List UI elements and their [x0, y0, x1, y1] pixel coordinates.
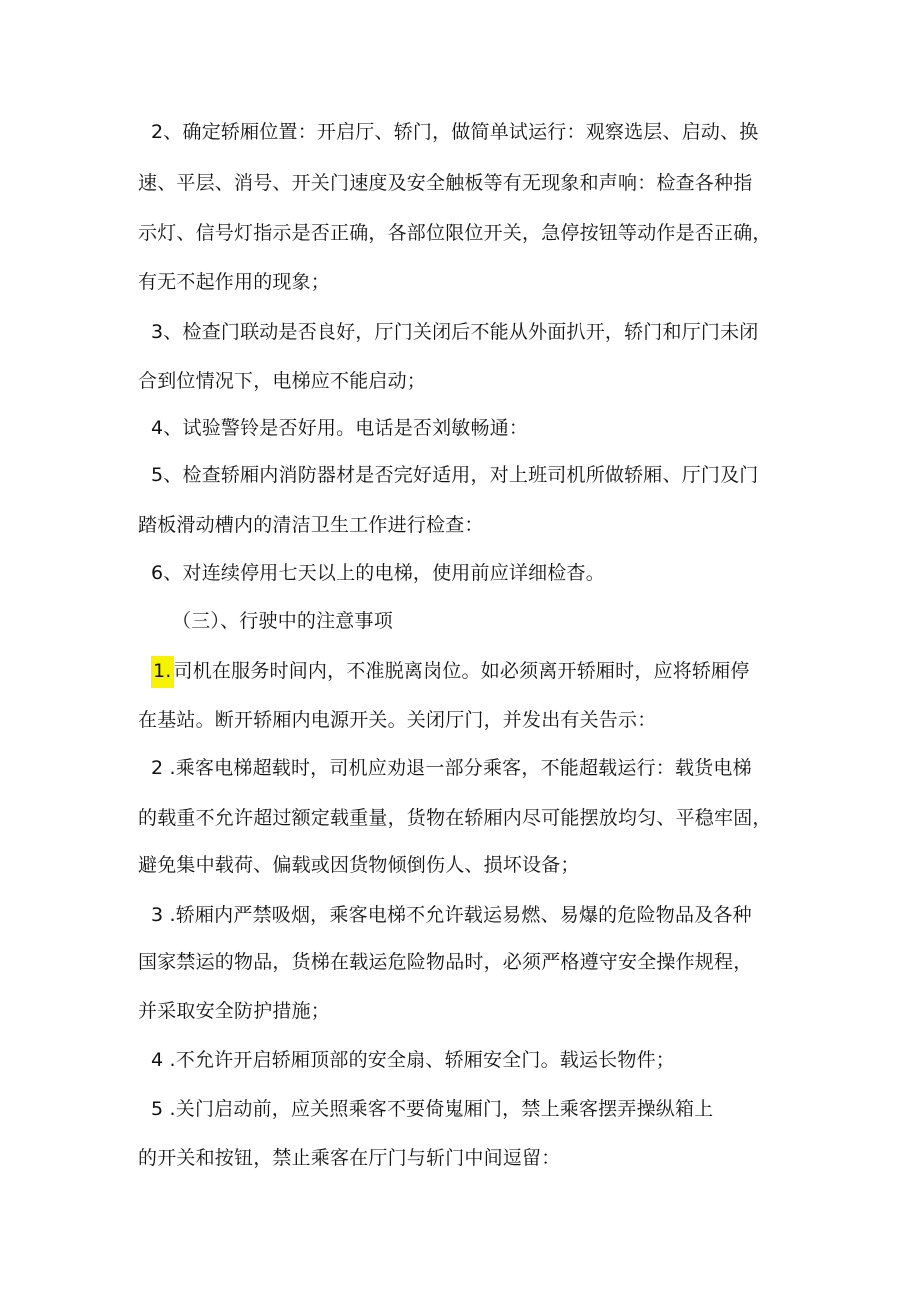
item-2-line-3: 示灯、信号灯指示是否正确，各部位限位开关，急停按钮等动作是否正确， — [138, 222, 772, 244]
section-heading: （三）、行驶中的注意事项 — [172, 610, 393, 632]
item-2b-line-3: 避免集中载荷、偏载或因货物倾倒伤人、损坏设备； — [138, 854, 580, 876]
item-1-line-2: 在基站。断开轿厢内电源开关。关闭厅门，并发出有关告示： — [138, 709, 657, 731]
highlighted-number: 1. — [151, 656, 174, 688]
item-3b-line-1: 3 .轿厢内严禁吸烟，乘客电梯不允许载运易燃、易爆的危险物品及各种 — [151, 904, 752, 926]
item-1-text: 司机在服务时间内，不准脱离岗位。如必须离开轿厢时，应将轿厢停 — [173, 660, 750, 682]
item-3b-line-2: 国家禁运的物品，货梯在载运危险物品时，必须严格遵守安全操作规程， — [138, 951, 753, 973]
item-4b-line-1: 4 .不允许开启轿厢顶部的安全扇、轿厢安全门。载运长物件； — [151, 1049, 675, 1071]
item-2b-line-1: 2 .乘客电梯超载时，司机应劝退一部分乘客，不能超载运行：载货电梯 — [151, 757, 752, 779]
item-3-line-1: 3、检查门联动是否良好，厅门关闭后不能从外面扒开，轿门和厅门未闭 — [151, 321, 759, 343]
item-1-line-1 — [151, 657, 750, 685]
item-4-line-1: 4、试验警铃是否好用。电话是否刘敏畅通： — [151, 417, 529, 439]
item-3-line-2: 合到位情况下，电梯应不能启动； — [138, 370, 427, 392]
item-5-line-2: 踏板滑动槽内的清洁卫生工作进行检查： — [138, 514, 484, 536]
item-5-line-1: 5、检查轿厢内消防器材是否完好适用，对上班司机所做轿厢、厅门及门 — [151, 464, 759, 486]
item-3b-line-3: 并采取安全防护措施； — [138, 1000, 331, 1022]
item-5b-line-2: 的开关和按钮，禁止乘客在厅门与斩门中间逗留： — [138, 1147, 561, 1169]
item-2b-line-2: 的载重不允许超过额定载重量，货物在轿厢内尽可能摆放均匀、平稳牢固， — [138, 807, 772, 829]
item-6-line-1: 6、对连续停用七天以上的电梯，使用前应详细检杳。 — [151, 562, 605, 584]
item-5b-line-1: 5 .关门启动前，应关照乘客不要倚嵬厢门，禁上乘客摆弄操纵箱上 — [151, 1098, 714, 1120]
item-2-line-2: 速、平层、消号、开关门速度及安全触板等有无现象和声响：检查各种指 — [138, 172, 753, 194]
item-2-line-1: 2、确定轿厢位置：开启厅、轿门，做简单试运行：观察选层、启动、换 — [151, 121, 759, 143]
item-2-line-4: 有无不起作用的现象； — [138, 271, 331, 293]
